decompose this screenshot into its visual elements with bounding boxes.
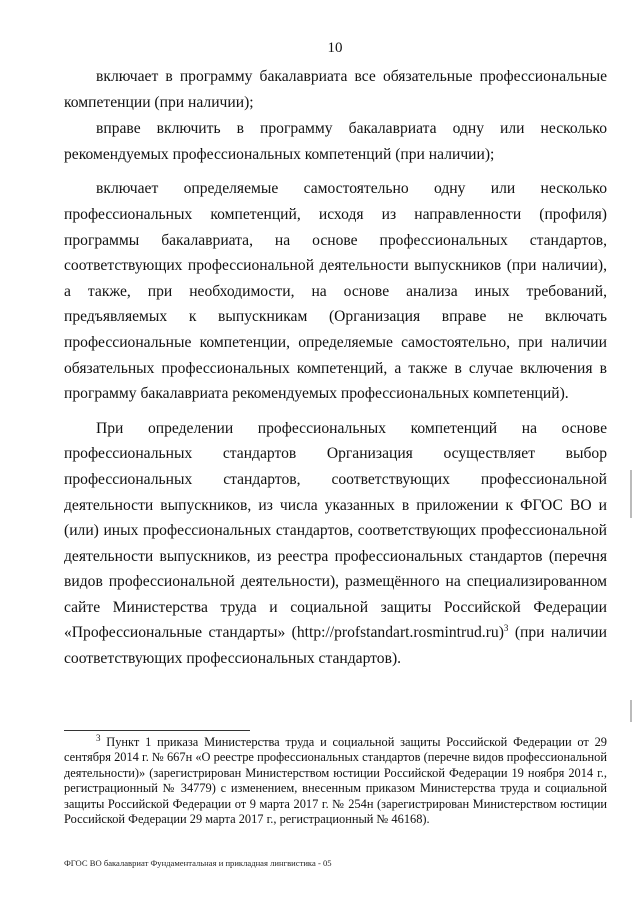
main-text [64, 64, 607, 672]
page-footer: ФГОС ВО бакалавриат Фундаментальная и прикладная лингвистика - 05 [64, 858, 332, 868]
footnote-reference[interactable]: 3 [503, 623, 509, 634]
paragraph-1: включает в программу бакалавриата все обязательные профессиональные компетенции (при наличии); [64, 68, 607, 111]
paragraph-3: включает определяемые самостоятельно одну или несколько профессиональных компетенций, исходя из направленности (профиля) программы бакалавриата, на основе профессиональных стандартов, соответствующих профессиональной деятельности выпускников (при наличии), а также, при необходимости, на основе анализа иных требований, предъявляемых к выпускникам (Организация вправе не включать профессиональные компетенции, определяемые самостоятельно, при наличии обязательных профессиональных компетенций, а также в случае включения в программу бакалавриата рекомендуемых профессиональных компетенций). [64, 180, 607, 403]
paragraph-4 [64, 416, 607, 672]
footnote-separator [64, 730, 250, 731]
paragraph-4-tail: (при наличии соответствующих профессиональных стандартов). [64, 624, 607, 668]
footnote-text: Пункт 1 приказа Министерства труда и социальной защиты Российской Федерации от 29 сентября 2014 г. № 667н «О реестре профессиональных стандартов (перечне видов профессиональной деятельности)» (зарегистрирован Министерством юстиции Российской Федерации 19 ноября 2014 г., регистрационный № 34779) с изменением, внесенным приказом Министерства труда и социальной защиты Российской Федерации от 9 марта 2017 г. № 254н (зарегистрирован Министерством юстиции Российской Федерации 29 марта 2017 г., регистрационный № 46168). [64, 735, 607, 827]
scan-edge-mark [630, 470, 632, 518]
paragraph-4-text: При определении профессиональных компетенций на основе профессиональных стандартов Организация осуществляет выбор профессиональных стандартов, соответствующих профессиональной деятельности выпускников, из числа указанных в приложении к ФГОС ВО и (или) иных профессиональных стандартов, соответствующих профессиональной деятельности выпускников, из реестра профессиональных стандартов (перечня видов профессиональной деятельности), размещённого на специализированном сайте Министерства труда и социальной защиты Российской Федерации «Профессиональные стандарты» (http://profstandart.rosmintrud.ru) [64, 419, 607, 642]
paragraph-2: вправе включить в программу бакалавриата одну или несколько рекомендуемых профессиональных компетенций (при наличии); [64, 120, 607, 163]
footnote-marker: 3 [96, 732, 101, 743]
scan-edge-mark [630, 700, 632, 722]
footnote [64, 732, 607, 827]
page-number: 10 [327, 40, 343, 56]
